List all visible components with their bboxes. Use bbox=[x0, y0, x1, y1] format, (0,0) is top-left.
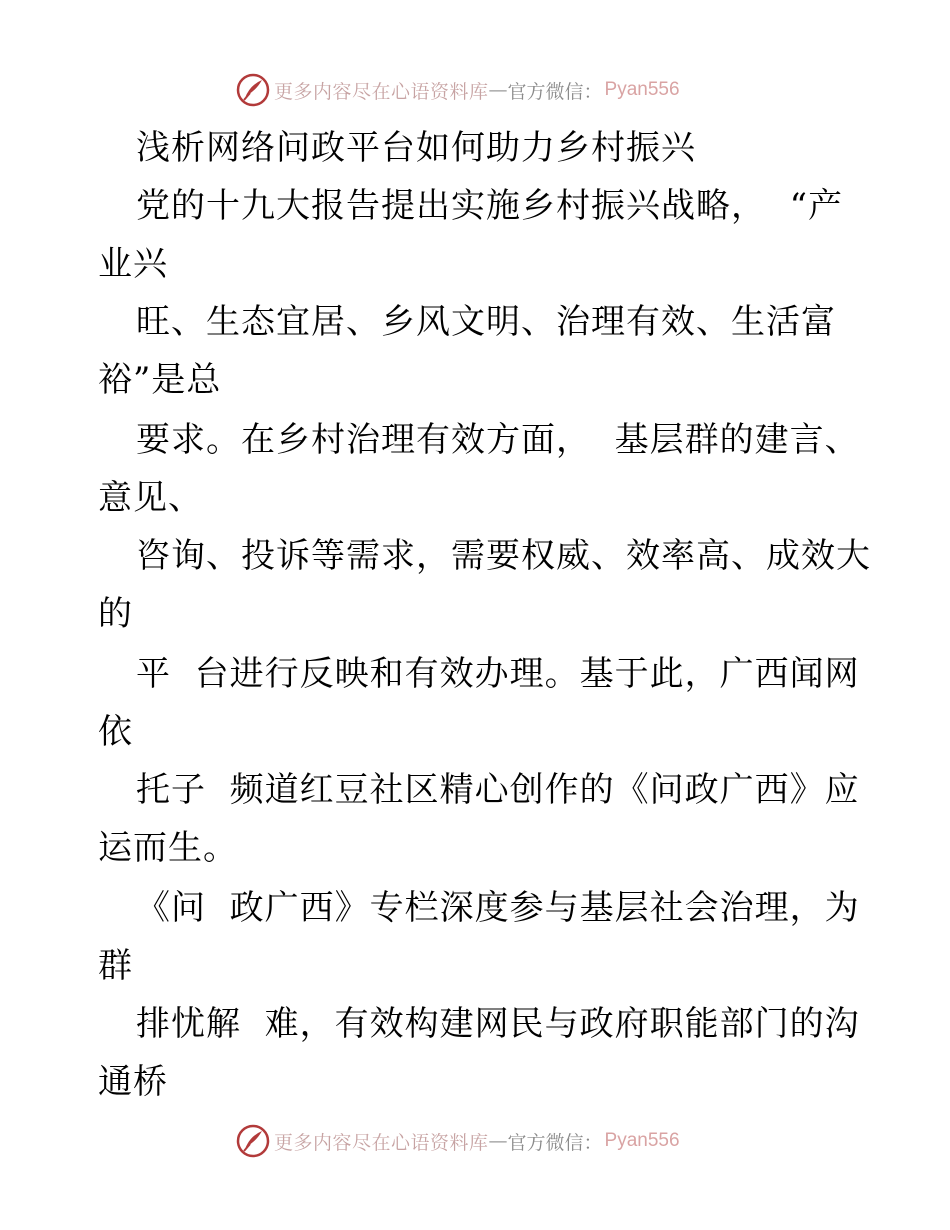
body-line-15: 排忧解 难，有效构建网民与政府职能部门的沟 bbox=[136, 1004, 860, 1044]
footer-watermark bbox=[236, 1124, 680, 1158]
watermark-wechat-id: Pyan556 bbox=[604, 79, 680, 100]
watermark-wechat-id: Pyan556 bbox=[604, 1130, 680, 1151]
watermark-site-text: 更多内容尽在心语资料库 bbox=[274, 1131, 489, 1154]
body-line-11: 托子 频道红豆社区精心创作的《问政广西》应 bbox=[136, 770, 860, 810]
body-line-5: 要求。在乡村治理有效方面， 基层群的建言、 bbox=[136, 420, 860, 460]
watermark-wechat-label: 官方微信： bbox=[507, 80, 603, 103]
body-line-1: 党的十九大报告提出实施乡村振兴战略， “产 bbox=[136, 186, 843, 226]
body-line-9: 平 台进行反映和有效办理。基于此，广西闻网 bbox=[136, 654, 860, 694]
document-title: 浅析网络问政平台如何助力乡村振兴 bbox=[136, 128, 696, 168]
watermark-dash: — bbox=[488, 79, 508, 101]
watermark-site-text: 更多内容尽在心语资料库 bbox=[274, 80, 489, 103]
body-line-16: 通桥 bbox=[98, 1062, 168, 1102]
body-line-10: 依 bbox=[98, 712, 133, 752]
body-line-14: 群 bbox=[98, 946, 133, 986]
body-line-7: 咨询、投诉等需求，需要权威、效率高、成效大 bbox=[136, 536, 871, 576]
quill-pen-logo-icon bbox=[236, 1124, 270, 1158]
quill-pen-logo-icon bbox=[236, 73, 270, 107]
header-watermark bbox=[236, 73, 680, 107]
body-line-13: 《问 政广西》专栏深度参与基层社会治理，为 bbox=[136, 888, 860, 928]
body-line-8: 的 bbox=[98, 594, 133, 634]
body-line-6: 意见、 bbox=[98, 478, 203, 518]
body-line-4: 裕”是总 bbox=[98, 360, 222, 400]
body-line-3: 旺、生态宜居、乡风文明、治理有效、生活富 bbox=[136, 302, 836, 342]
body-line-12: 运而生。 bbox=[98, 828, 238, 868]
watermark-dash: — bbox=[488, 1130, 508, 1152]
watermark-wechat-label: 官方微信： bbox=[507, 1131, 603, 1154]
body-line-2: 业兴 bbox=[98, 244, 168, 284]
